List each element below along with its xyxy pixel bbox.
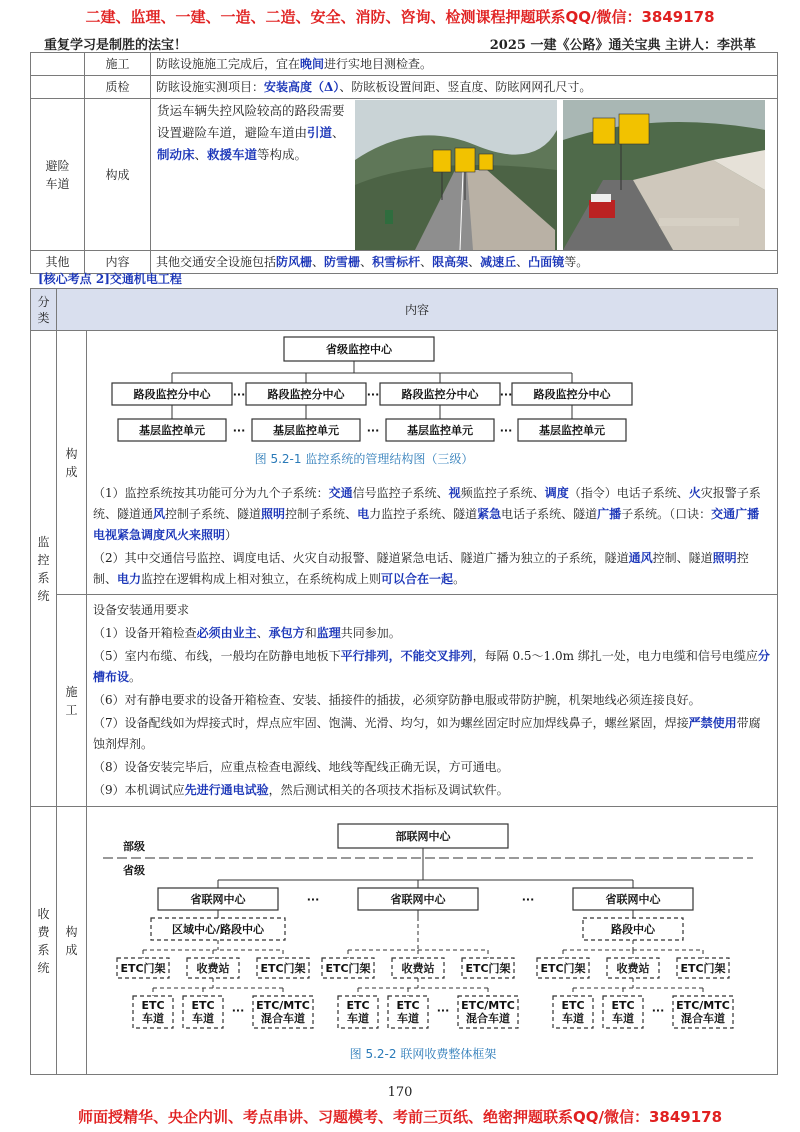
level-national-label: 部级 <box>123 839 145 853</box>
table-row <box>31 595 778 807</box>
construction-intro: 设备安装通用要求 <box>93 603 190 617</box>
etc-gantry-label: ETC门架 <box>120 961 166 975</box>
etc-lane-label: 车道 <box>347 1011 369 1025</box>
section-center-label: 路段中心 <box>611 922 655 936</box>
ellipsis: ··· <box>231 1003 245 1017</box>
base-unit-label-4: 基层监控单元 <box>539 424 605 437</box>
category-cell: 收费系统 <box>31 807 57 1075</box>
figure-caption: 图 5.2-1 监控系统的管理结构图（三级） <box>254 452 474 466</box>
key-point-title: [核心考点 2]交通机电工程 <box>38 272 182 286</box>
provincial-monitor-center-label: 省级监控中心 <box>326 343 392 356</box>
etc-lane-label: ETC <box>396 998 420 1012</box>
bottom-banner: 师面授精华、央企内训、考点串讲、习题模考、考前三页纸、绝密押题联系QQ/微信：3849178 <box>77 1108 723 1126</box>
runaway-lane-photo-1 <box>355 100 557 250</box>
etc-lane-label: ETC <box>191 998 215 1012</box>
construction-item-9: （9）本机调试应先进行通电试验，然后测试相关的各项技术指标及调试软件。 <box>93 783 509 797</box>
construction-item-5: （5）室内布缆、布线，一般均在防静电地板下平行排列，不能交叉排列，每隔 0.5～1.0m 绑扎一处，电力电缆和信号电缆应分槽布设。 <box>93 649 770 684</box>
national-network-center-label: 部联网中心 <box>395 829 451 843</box>
table-row <box>31 76 778 99</box>
ellipsis: ··· <box>651 1003 665 1017</box>
etc-gantry-label: ETC门架 <box>465 961 511 975</box>
monitoring-structure-diagram <box>94 333 770 481</box>
mixed-lane-label: 混合车道 <box>681 1011 725 1025</box>
base-unit-label-1: 基层监控单元 <box>139 424 205 437</box>
row-content <box>87 331 778 595</box>
row-label: 构成 <box>85 99 151 251</box>
runaway-lane-photo-2 <box>563 100 765 250</box>
ellipsis: ··· <box>306 892 320 906</box>
runaway-lane-text: 货运车辆失控风险较高的路段需要设置避险车道，避险车道由引道、制动床、救援车道等构成。 <box>157 102 345 162</box>
construction-item-6: （6）对有静电要求的设备开箱检查、安装、插接件的插拔，必须穿防静电服或带防护腕，机架地线必须连接良好。 <box>93 693 701 707</box>
section-subcenter-label-1: 路段监控分中心 <box>133 388 211 401</box>
mixed-lane-label: 混合车道 <box>261 1011 305 1025</box>
toll-station-label: 收费站 <box>196 961 230 975</box>
table-row <box>31 331 778 595</box>
row-label: 构成 <box>57 331 87 595</box>
provincial-network-label-1: 省联网中心 <box>190 892 246 906</box>
region-center-label: 区域中心/路段中心 <box>171 922 265 936</box>
toll-network-diagram <box>93 810 769 1072</box>
etc-lane-label: 车道 <box>397 1011 419 1025</box>
etc-gantry-label: ETC门架 <box>260 961 306 975</box>
row-label: 施工 <box>57 595 87 807</box>
construction-item-8: （8）设备安装完毕后，应重点检查电源线、地线等配线正确无误，方可通电。 <box>93 760 509 774</box>
category-cell: 其他 <box>31 251 85 274</box>
header-content: 内容 <box>57 289 778 331</box>
ellipsis: ··· <box>499 424 513 437</box>
row-label: 内容 <box>85 251 151 274</box>
header-category: 分类 <box>31 289 57 331</box>
table-safety-facilities <box>30 52 778 274</box>
mixed-lane-label: ETC/MTC <box>256 998 310 1012</box>
table-electromechanical <box>30 288 778 1075</box>
provincial-network-label-2: 省联网中心 <box>390 892 446 906</box>
construction-item-1: （1）设备开箱检查必须由业主、承包方和监理共同参加。 <box>93 626 401 640</box>
etc-lane-label: 车道 <box>192 1011 214 1025</box>
row-content: 其他交通安全设施包括防风栅、防雪栅、积雪标杆、限高架、减速丘、凸面镜等。 <box>151 251 778 274</box>
toll-station-label: 收费站 <box>401 961 435 975</box>
provincial-network-label-3: 省联网中心 <box>605 892 661 906</box>
mixed-lane-label: ETC/MTC <box>676 998 730 1012</box>
top-banner: 二建、监理、一建、一造、二造、安全、消防、咨询、检测课程押题联系QQ/微信：3849178 <box>85 8 715 26</box>
row-content <box>87 807 778 1075</box>
row-content <box>151 99 778 251</box>
etc-gantry-label: ETC门架 <box>680 961 726 975</box>
etc-lane-label: 车道 <box>142 1011 164 1025</box>
ellipsis: ··· <box>366 388 380 401</box>
ellipsis: ··· <box>232 388 246 401</box>
etc-gantry-label: ETC门架 <box>325 961 371 975</box>
etc-lane-label: 车道 <box>612 1011 634 1025</box>
ellipsis: ··· <box>521 892 535 906</box>
construction-item-7: （7）设备配线如为焊接式时，焊点应牢固、饱满、光滑、均匀，如为螺丝固定时应加焊线鼻子，螺丝紧固，焊接严禁使用带腐蚀剂焊剂。 <box>93 716 761 751</box>
row-label: 施工 <box>85 53 151 76</box>
base-unit-label-3: 基层监控单元 <box>407 424 473 437</box>
row-content: 防眩设施实测项目：安装高度（Δ）、防眩板设置间距、竖直度、防眩网网孔尺寸。 <box>151 76 778 99</box>
etc-gantry-label: ETC门架 <box>540 961 586 975</box>
category-cell: 监控系统 <box>31 331 57 807</box>
section-subcenter-label-3: 路段监控分中心 <box>401 388 479 401</box>
monitor-paragraph-1: （1）监控系统按其功能可分为九个子系统：交通信号监控子系统、视频监控子系统、调度（指令）电话子系统、火灾报警子系统、隧道通风控制子系统、隧道照明控制子系统、电力监控子系统、隧道紧急电话子系统、隧道广播子系统。（口诀：交通广播电视紧急调度风火来照明） <box>93 486 761 542</box>
base-unit-label-2: 基层监控单元 <box>273 424 339 437</box>
page-number: 170 <box>387 1085 413 1100</box>
category-cell: 避险车道 <box>31 99 85 251</box>
toll-station-label: 收费站 <box>616 961 650 975</box>
figure-caption: 图 5.2-2 联网收费整体框架 <box>349 1046 497 1061</box>
level-provincial-label: 省级 <box>123 863 145 877</box>
header-left: 重复学习是制胜的法宝！ <box>44 38 188 53</box>
table-row <box>31 99 778 251</box>
page-header <box>44 34 756 53</box>
row-label: 构成 <box>57 807 87 1075</box>
header-right: 2025 一建《公路》通关宝典 主讲人：李洪革 <box>489 38 756 53</box>
etc-lane-label: ETC <box>561 998 585 1012</box>
mixed-lane-label: ETC/MTC <box>461 998 515 1012</box>
monitor-paragraph-2: （2）其中交通信号监控、调度电话、火灾自动报警、隧道紧急电话、隧道广播为独立的子系统，隧道通风控制、隧道照明控制、电力监控在逻辑构成上相对独立，在系统构成上则可以合在一起。 <box>93 551 749 586</box>
row-content <box>87 595 778 807</box>
section-subcenter-label-4: 路段监控分中心 <box>533 388 611 401</box>
etc-lane-label: 车道 <box>562 1011 584 1025</box>
section-subcenter-label-2: 路段监控分中心 <box>267 388 345 401</box>
table-row <box>31 807 778 1075</box>
etc-lane-label: ETC <box>141 998 165 1012</box>
ellipsis: ··· <box>366 424 380 437</box>
table-row <box>31 53 778 76</box>
ellipsis: ··· <box>499 388 513 401</box>
ellipsis: ··· <box>232 424 246 437</box>
table-header-row <box>31 289 778 331</box>
etc-lane-label: ETC <box>346 998 370 1012</box>
row-label: 质检 <box>85 76 151 99</box>
mixed-lane-label: 混合车道 <box>466 1011 510 1025</box>
ellipsis: ··· <box>436 1003 450 1017</box>
etc-lane-label: ETC <box>611 998 635 1012</box>
row-content: 防眩设施施工完成后，宜在晚间进行实地目测检查。 <box>151 53 778 76</box>
